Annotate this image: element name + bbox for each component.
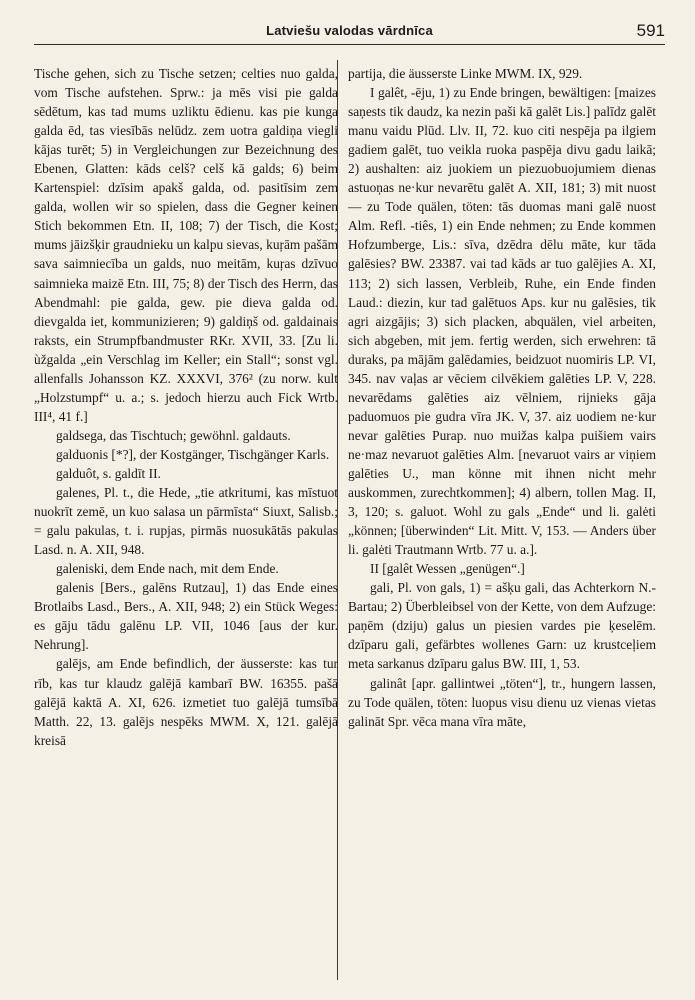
- entry-galdsega: galdsega, das Tischtuch; gewöhnl. galdauts.: [56, 427, 291, 443]
- entry-galet-2: II [galêt Wessen „genügen“.]: [370, 561, 525, 577]
- entry-galejs: galējs, am Ende befindlich, der äusserste: kas tur rīb, kas tur klaudz galējā kambarī BW. 16355. pašā galējā kaktā A. XI, 626. izmetiet tuo galējā tumsībā Matth. 22, 13. galējs nespēks MWM. X, 121. galējā kreisā: [34, 656, 338, 748]
- entry-galenis: galenis [Bers., galēns Rutzau], 1) das Ende eines Brotlaibs Lasd., Bers., A. XII, 948; 2) ein Stück Weges: es gāju tādu galēnu LP. VII, 1046 [aus der kur. Nehrung].: [34, 580, 338, 653]
- page-header: [34, 20, 665, 45]
- entry-galeniski: galeniski, dem Ende nach, mit dem Ende.: [56, 561, 279, 577]
- entry-galinat: galinât [apr. gallintwei „töten“], tr., hungern lassen, zu Tode quälen, töten: luopus visu dienu uz vienas vietas galināt Spr. vēca mana vīra māte,: [348, 675, 656, 729]
- entry-galet-1: I galêt, -ēju, 1) zu Ende bringen, bewältigen: [maizes saņests tik daudz, ka nezin paši kā galēt Lis.] palīdz galēt manu vaidu Plūd. Llv. II, 72. kuo citi nespēja pa ilgiem gadiem galēt, tuo veikla ruoka paspēja divu gadu laikā; 2) aushalten: aiz juokiem un piezuobuojumiem dienas astuoņas ne·kur nevarētu galēt A. XII, 181; 3) mit nuost — zu Tode quälen, töten: tās duomas mani galē nuost Alm. Refl. -tiês, 1) ein Ende nehmen; zu Ende kommen Hofzumberge, Lis.: sīva, dzēdra dēlu māte, kur tāda galēsies? BW. 23387. vai tad kāds ar tuo galējies A. XI, 113; 2) sich lassen, Verbleib, Ruhe, ein Ende finden Laud.: diezin, kur tad galētuos Aps. kur nu galēsies, tik agri aizgājis; 3) sich placken, abquälen, viel arbeiten, sich abgeben, mit jem. fertig werden, sich erwehren: tā duraks, pa mājām galēdamies, beidzuot nuomiris LP. VI, 345. nav vaļas ar vēciem cilvēkiem galēties LP. V, 228. nevarēdams galēties aiz vēlniem, rijnieks gāja paduomuos pie gudra vīra JK. V, 37. aiz uodiem ne·kur nevar galēties Purap. nuo muižas kalpa puišiem vairs ne·maz nevaruot galēties Alm. [nevaruot vairs ar viņiem galēties U., man könne mit ihnen nicht mehr auskommen, zurechtkommen]; 4) albern, tollen Mag. II, 3, 120; s. galuot. Wohl zu gals „Ende“ und li. galėti „können; [überwinden“ Lit. Mitt. V, 153. — Anders über li. galėti Trautmann Wrtb. 77 u. a.].: [348, 85, 656, 558]
- entry-galduot: galduôt, s. galdīt II.: [56, 465, 161, 481]
- entry-galenes: galenes, Pl. t., die Hede, „tie atkritumi, kas mīstuot nuokrīt zemē, un kuo salasa un pārmīsta“ Siuxt, Salisb.; = galu pakulas, t. i. rupjas, pirmās nuosukātās pakulas Lasd. n. A. XII, 948.: [34, 485, 338, 558]
- entry-galduonis: galduonis [*?], der Kostgänger, Tischgänger Karls.: [56, 446, 330, 462]
- entry-gali: gali, Pl. von gals, 1) = ašķu gali, das Achterkorn N.-Bartau; 2) Überbleibsel von der Kette, von dem Aufzuge: paņēm (dziju) galus un piesien vardes pie ķeselēm. dzīparu gali, gefärbtes wollenes Garn: uz krustceļiem meta sarkanus dzīparu galus BW. III, 1, 53.: [348, 580, 656, 672]
- left-column: [34, 64, 338, 750]
- page-number: 591: [636, 21, 665, 40]
- right-column: [348, 64, 656, 731]
- entry-continuation-right: partija, die äusserste Linke MWM. IX, 929.: [348, 66, 583, 81]
- entry-continuation: Tische gehen, sich zu Tische setzen; celties nuo galda, vom Tische aufstehen. Sprw.: ja mēs visi pie galda sēdētum, kas tad mums uzliktu ēdienu. kas pie kunga galda ēd, tas viesībās nelūdz. zem uotra galdiņa viegli kājas turēt; 5) in Vergleichungen zur Bezeichnung des Ebenen, Glatten: kāds celš? celš kā galds; 6) beim Kartenspiel: dzīsim apakš galda, od. pasitīsim zem galda, wollen wir so spielen, dass die Gegner keinen Stich bekommen Etn. II, 108; 7) der Tisch, die Kost; mums jāizšķir graudnieku un kalpu sievas, kuŗām pašām sava saimniecība un galds, nuo meitām, kuŗas dzīvuo saimnieka maizē Etn. III, 75; 8) der Tisch des Herrn, das Abendmahl: pie galda, gew. pie dieva galda od. dievgalda iet, kommunizieren; 9) galdiņš od. galdainais raksts, ein Strumpfbandmuster RKr. XVII, 33. [Zu li. ùžgalda „ein Verschlag im Keller; ein Stall“; sonst vgl. allenfalls Johansson KZ. XXXVI, 376² (zu norw. kult „Holzstumpf“ u. a.; s. jedoch hierzu auch Fick Wrtb. III⁴, 41 f.]: [34, 66, 338, 424]
- running-title: Latviešu valodas vārdnīca: [266, 23, 433, 38]
